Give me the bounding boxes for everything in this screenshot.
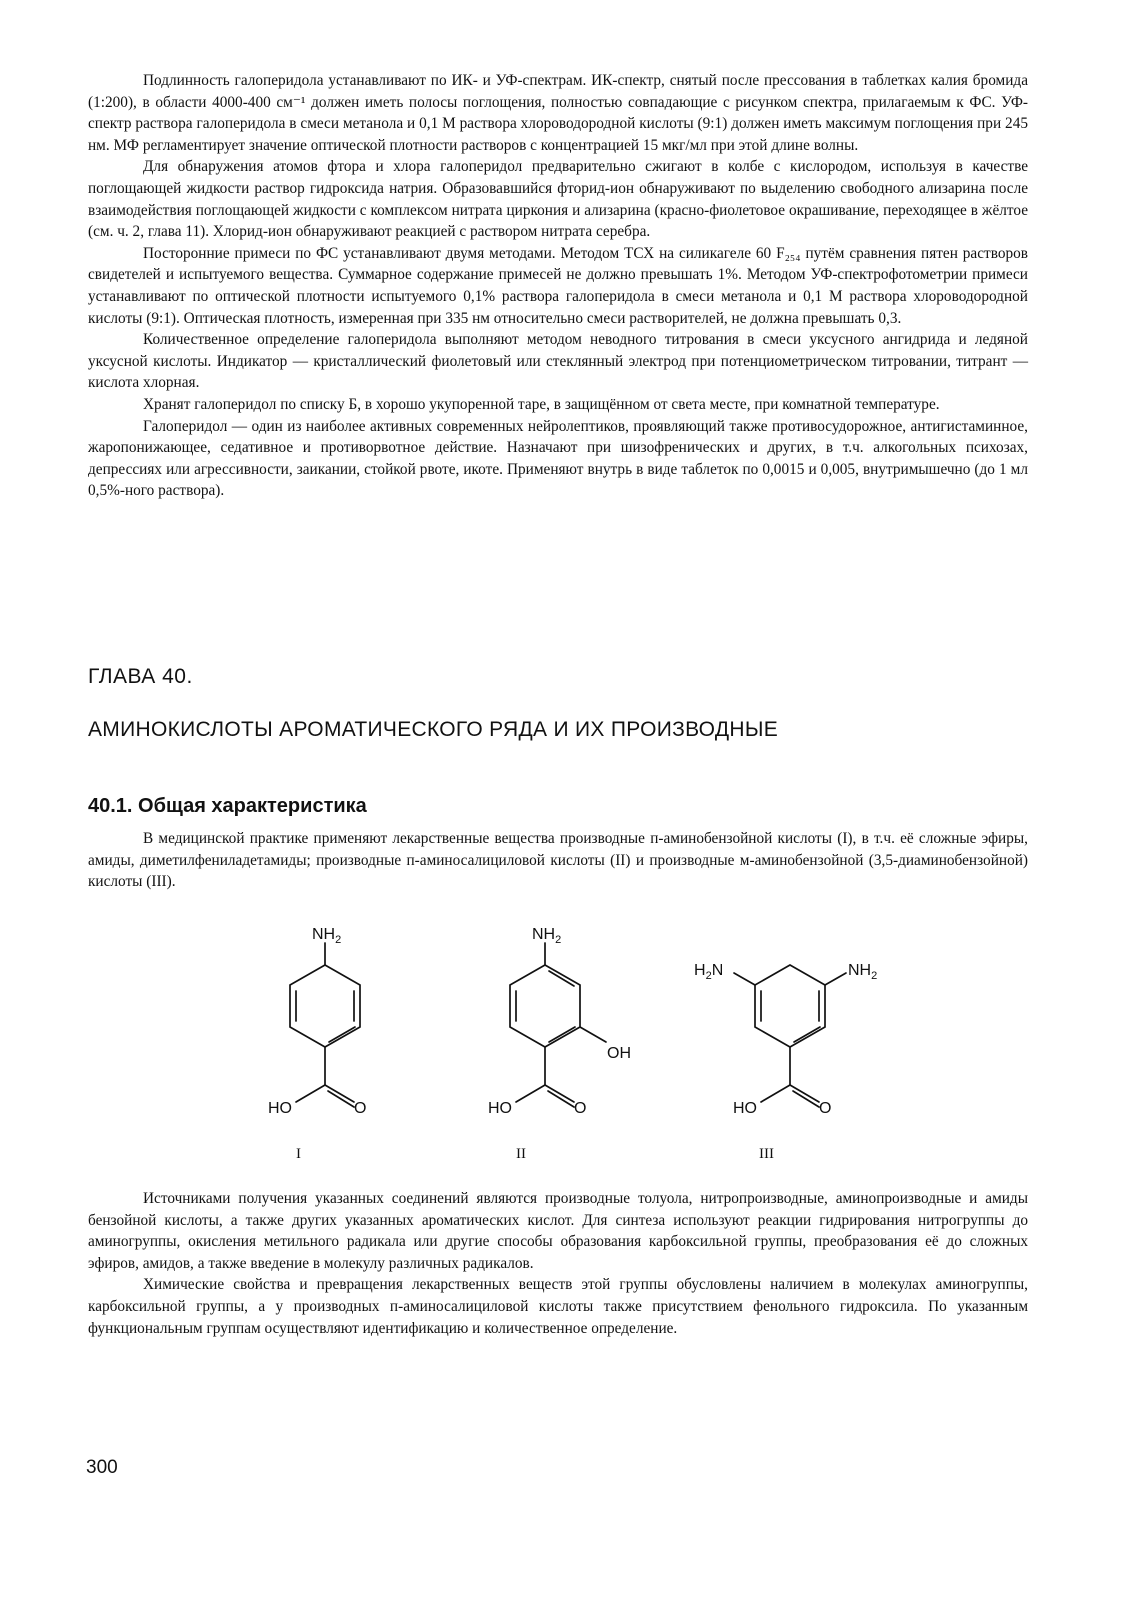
o-label-ii: O — [574, 1100, 587, 1117]
structure-i-label: I — [296, 1146, 301, 1162]
structure-iii-label: III — [759, 1146, 774, 1162]
nh2-label-iii: $NH_2$ — [848, 962, 878, 982]
h2n-label-iii: $H_2N$ — [694, 962, 724, 982]
structure-ii — [488, 926, 631, 1162]
paragraph-synthesis: Источниками получения указанных соединений являются производные толуола, нитропроизводные, аминопроизводные и амиды бензойной кислоты, а также других указанных ароматических кислот. Для синтеза используют реакции гидрирования нитрогруппы до аминогруппы, окисления метильного радикала или другие способы образования карбоксильной группы, преобразования её до сложных эфиров, амидов, а также введение в молекулу различных радикалов. — [88, 1190, 1028, 1272]
paragraph-identification: Подлинность галоперидола устанавливают по ИК- и УФ-спектрам. ИК-спектр, снятый после прессования в таблетках калия бромида (1:200), в области 4000-400 см⁻¹ должен иметь полосы поглощения, полностью совпадающие с рисунком спектра, прилагаемым к ФС. УФ-спектр раствора галоперидола в смеси метанола и 0,1 М раствора хлороводородной кислоты (9:1) должен иметь максимум поглощения при 245 нм. МФ регламентирует значение оптической плотности растворов с концентрацией 15 мкг/мл при этой длине волны. — [88, 72, 1028, 154]
structure-iii — [694, 962, 877, 1162]
top-text-block — [88, 70, 1028, 502]
paragraph-section-intro: В медицинской практике применяют лекарственные вещества производные п-аминобензойной кислоты (I), в т.ч. её сложные эфиры, амиды, диметилфениладетамиды; производные п-аминосалициловой кислоты (II) и производные м-аминобензойной (3,5-диаминобензойной) кислоты (III). — [88, 830, 1028, 891]
chemical-structures-figure — [230, 915, 878, 1165]
o-label-i: O — [354, 1100, 367, 1117]
paragraph-storage: Хранят галоперидол по списку Б, в хорошо укупоренной таре, в защищённом от света месте, при комнатной температуре. — [143, 395, 940, 413]
o-label-iii: O — [819, 1100, 832, 1117]
page-number: 300 — [86, 1457, 118, 1478]
nh2-label-i: $NH_2$ — [312, 926, 342, 946]
structures-svg — [230, 915, 878, 1165]
ho-label-ii: HO — [488, 1100, 512, 1117]
paragraph-assay: Количественное определение галоперидола выполняют методом неводного титрования в смеси уксусного ангидрида и ледяной уксусной кислоты. Индикатор — кристаллический фиолетовый или стеклянный электрод при потенциометрическом титровании, титрант — кислота хлорная. — [88, 331, 1028, 392]
bottom-text-block — [88, 1188, 1028, 1339]
nh2-label-ii: $NH_2$ — [532, 926, 562, 946]
structure-ii-label: II — [516, 1146, 526, 1162]
oh-label-ii: OH — [607, 1045, 631, 1062]
chapter-title: АМИНОКИСЛОТЫ АРОМАТИЧЕСКОГО РЯДА И ИХ ПРОИЗВОДНЫЕ — [88, 718, 779, 741]
paragraph-halogen-detection: Для обнаружения атомов фтора и хлора галоперидол предварительно сжигают в колбе с кислородом, используя в качестве поглощающей жидкости раствор гидроксида натрия. Образовавшийся фторид-ион обнаруживают по выделению свободного ализарина после взаимодействия поглощающей жидкости с комплексом нитрата циркония и ализарина (красно-фиолетовое окрашивание, переходящее в жёлтое (см. ч. 2, глава 11). Хлорид-ион обнаруживают реакцией с раствором нитрата серебра. — [88, 158, 1028, 241]
section-intro-block — [88, 828, 1028, 893]
paragraph-properties: Химические свойства и превращения лекарственных веществ этой группы обусловлены наличием в молекулах аминогруппы, карбоксильной группы, а у производных п-аминосалициловой кислоты также присутствием фенольного гидроксила. По указанным функциональным группам осуществляют идентификацию и количественное определение. — [88, 1276, 1028, 1337]
paragraph-usage: Галоперидол — один из наиболее активных современных нейролептиков, проявляющий также противосудорожное, антигистаминное, жаропонижающее, седативное и противорвотное действие. Назначают при шизофренических и других, в т.ч. алкогольных психозах, депрессиях или агрессивности, заикании, стойкой рвоте, икоте. Применяют внутрь в виде таблеток по 0,0015 и 0,005, внутримышечно (до 1 мл 0,5%-ного раствора). — [88, 417, 1028, 500]
chapter-label: ГЛАВА 40. — [88, 665, 193, 688]
paragraph-impurities: Посторонние примеси по ФС устанавливают двумя методами. Методом ТСХ на силикагеле 60 F₂₅₄ путём сравнения пятен растворов свидетелей и испытуемого вещества. Суммарное содержание примесей не должно превышать 1%. Методом УФ-спектрофотометрии примеси устанавливают по оптической плотности испытуемого 0,1% раствора галоперидола в смеси метанола и 0,1 М раствора хлороводородной кислоты (9:1). Оптическая плотность, измеренная при 335 нм относительно смеси растворителей, не должна превышать 0,3. — [88, 244, 1028, 327]
section-title: 40.1. Общая характеристика — [88, 795, 367, 817]
structure-i — [268, 926, 366, 1162]
ho-label-iii: HO — [733, 1100, 757, 1117]
ho-label-i: HO — [268, 1100, 292, 1117]
